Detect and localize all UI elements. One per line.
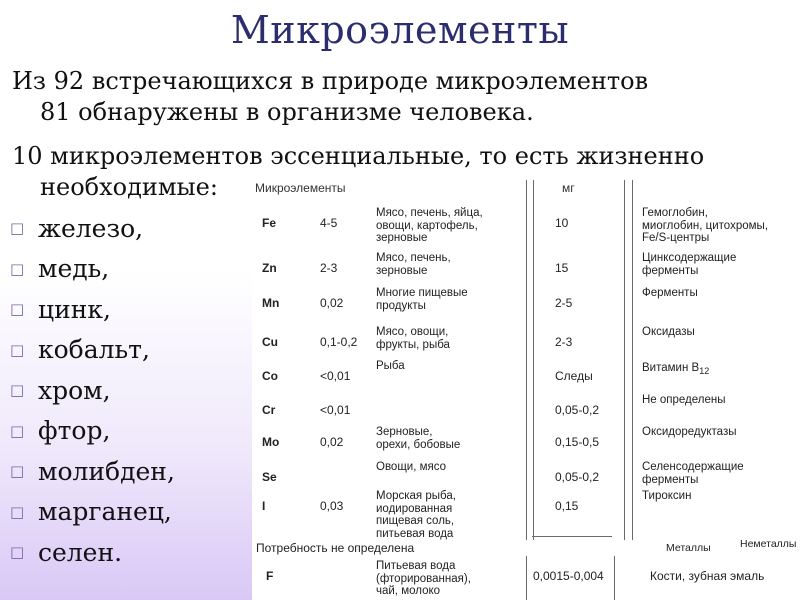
bullet-square-icon: □ bbox=[10, 462, 25, 481]
essential-line-1: 10 микроэлементов эссенциальные, то есть жизненно bbox=[12, 142, 705, 170]
food-source-line: иодированная bbox=[376, 502, 453, 515]
column-divider bbox=[526, 180, 527, 540]
biological-function-line bbox=[642, 362, 709, 378]
biological-function-line: Кости, зубная эмаль bbox=[650, 569, 765, 583]
essential-elements-list bbox=[10, 208, 175, 573]
food-source-line: Многие пищевые bbox=[376, 287, 468, 299]
bullet-item bbox=[10, 208, 175, 249]
element-symbol: I bbox=[262, 499, 266, 513]
mg-value: 0,15 bbox=[555, 499, 579, 513]
bullet-item bbox=[10, 330, 175, 371]
bullet-square-icon: □ bbox=[10, 340, 25, 359]
food-source-line: питьевая вода bbox=[376, 527, 454, 540]
element-symbol: Mn bbox=[262, 296, 280, 310]
bullet-square-icon: □ bbox=[10, 502, 25, 521]
daily-amount: 2-3 bbox=[320, 261, 338, 275]
bullet-square-icon: □ bbox=[10, 421, 25, 440]
bullet-square-icon: □ bbox=[10, 381, 25, 400]
column-divider bbox=[624, 180, 625, 540]
bullet-item bbox=[10, 289, 175, 330]
intro-line-2: 81 обнаружены в организме человека. bbox=[40, 98, 534, 126]
nonmetals-label: Неметаллы bbox=[740, 538, 797, 550]
bullet-text: молибден, bbox=[38, 456, 175, 486]
food-source-line: овощи, картофель, bbox=[376, 219, 478, 232]
metals-label: Металлы bbox=[666, 542, 711, 554]
intro-paragraph bbox=[12, 66, 648, 128]
biological-function-line: миоглобин, цитохромы, bbox=[642, 219, 768, 232]
food-source-line: Мясо, печень, яйца, bbox=[376, 207, 483, 219]
element-symbol: Fe bbox=[262, 216, 277, 230]
mg-value: 0,05-0,2 bbox=[555, 470, 600, 484]
column-divider bbox=[533, 180, 534, 540]
bullet-square-icon: □ bbox=[10, 219, 25, 238]
food-source-line: продукты bbox=[376, 299, 426, 312]
daily-amount: 0,02 bbox=[320, 435, 344, 449]
mg-value: 15 bbox=[555, 261, 569, 275]
undetermined-label: Потребность не определена bbox=[256, 541, 415, 555]
mg-value: 0,0015-0,004 bbox=[533, 569, 604, 583]
bullet-text: медь, bbox=[38, 254, 110, 284]
bullet-text: селен. bbox=[38, 537, 123, 567]
column-divider bbox=[632, 180, 633, 540]
bullet-text: хром, bbox=[38, 375, 111, 405]
microelements-table bbox=[252, 178, 800, 600]
bullet-item bbox=[10, 451, 175, 492]
food-source-line: Мясо, овощи, bbox=[376, 326, 449, 338]
essential-line-2: необходимые: bbox=[40, 173, 218, 201]
food-source-line: пищевая соль, bbox=[376, 515, 455, 527]
biological-function-line: Оксидазы bbox=[642, 326, 695, 338]
biological-function-line: Тироксин bbox=[642, 490, 692, 502]
table-header-microelements: Микроэлементы bbox=[255, 181, 346, 195]
food-source-line: Овощи, мясо bbox=[376, 461, 447, 473]
bullet-square-icon: □ bbox=[10, 259, 25, 278]
bullet-item bbox=[10, 532, 175, 573]
element-symbol: Mo bbox=[262, 435, 280, 449]
bullet-square-icon: □ bbox=[10, 543, 25, 562]
column-divider bbox=[526, 556, 527, 600]
biological-function-line: Ферменты bbox=[642, 287, 698, 299]
element-symbol: Cu bbox=[262, 335, 278, 349]
bullet-text: кобальт, bbox=[38, 335, 150, 365]
section-divider bbox=[532, 536, 612, 537]
element-symbol: Co bbox=[262, 369, 278, 383]
daily-amount: 0,1-0,2 bbox=[320, 335, 358, 349]
food-source-line: зерновые bbox=[376, 232, 428, 244]
food-source-line: (фторированная), bbox=[376, 572, 471, 585]
biological-function-line: Цинксодержащие bbox=[642, 252, 737, 264]
food-source-line: чай, молоко bbox=[376, 585, 441, 597]
biological-function-line: Fe/S-центры bbox=[642, 232, 710, 244]
function-subscript: 12 bbox=[699, 366, 710, 376]
intro-line-1: Из 92 встречающихся в природе микроэлементов bbox=[12, 67, 649, 95]
biological-function-line: ферменты bbox=[642, 473, 699, 486]
food-source-line: Рыба bbox=[376, 360, 405, 372]
mg-value: 2-5 bbox=[555, 296, 573, 310]
function-main-text: Витамин В bbox=[642, 362, 700, 374]
biological-function-line: Оксидоредуктазы bbox=[642, 426, 737, 438]
bullet-text: железо, bbox=[38, 213, 144, 243]
bullet-text: фтор, bbox=[38, 416, 111, 446]
element-symbol: F bbox=[266, 569, 274, 583]
biological-function-line: Не определены bbox=[642, 394, 726, 406]
bullet-item bbox=[10, 370, 175, 411]
bullet-text: цинк, bbox=[38, 294, 111, 324]
bullet-item bbox=[10, 411, 175, 452]
element-symbol: Se bbox=[262, 470, 277, 484]
bullet-square-icon: □ bbox=[10, 300, 25, 319]
mg-value: 2-3 bbox=[555, 335, 573, 349]
food-source-line: орехи, бобовые bbox=[376, 438, 461, 451]
mg-value: Следы bbox=[555, 369, 593, 383]
mg-value: 0,15-0,5 bbox=[555, 435, 600, 449]
mg-value: 10 bbox=[555, 216, 569, 230]
daily-amount: 0,03 bbox=[320, 499, 344, 513]
bullet-item bbox=[10, 249, 175, 290]
biological-function-line: ферменты bbox=[642, 264, 699, 277]
daily-amount: <0,01 bbox=[320, 369, 351, 383]
food-source-line: фрукты, рыба bbox=[376, 338, 450, 351]
element-symbol: Cr bbox=[262, 403, 276, 417]
daily-amount: 0,02 bbox=[320, 296, 344, 310]
food-source-line: зерновые bbox=[376, 264, 428, 277]
mg-value: 0,05-0,2 bbox=[555, 403, 600, 417]
biological-function-line: Гемоглобин, bbox=[642, 207, 708, 219]
slide-title: Микроэлементы bbox=[230, 8, 570, 52]
biological-function-line: Селенсодержащие bbox=[642, 461, 744, 473]
daily-amount: 4-5 bbox=[320, 216, 338, 230]
column-divider bbox=[614, 556, 615, 600]
daily-amount: <0,01 bbox=[320, 403, 351, 417]
food-source-line: Питьевая вода bbox=[376, 560, 456, 572]
table-header-unit: мг bbox=[562, 181, 575, 195]
bullet-text: марганец, bbox=[38, 497, 172, 527]
food-source-line: Зерновые, bbox=[376, 426, 433, 438]
bullet-item bbox=[10, 492, 175, 533]
element-symbol: Zn bbox=[262, 261, 277, 275]
food-source-line: Морская рыба, bbox=[376, 490, 456, 502]
food-source-line: Мясо, печень, bbox=[376, 252, 451, 264]
